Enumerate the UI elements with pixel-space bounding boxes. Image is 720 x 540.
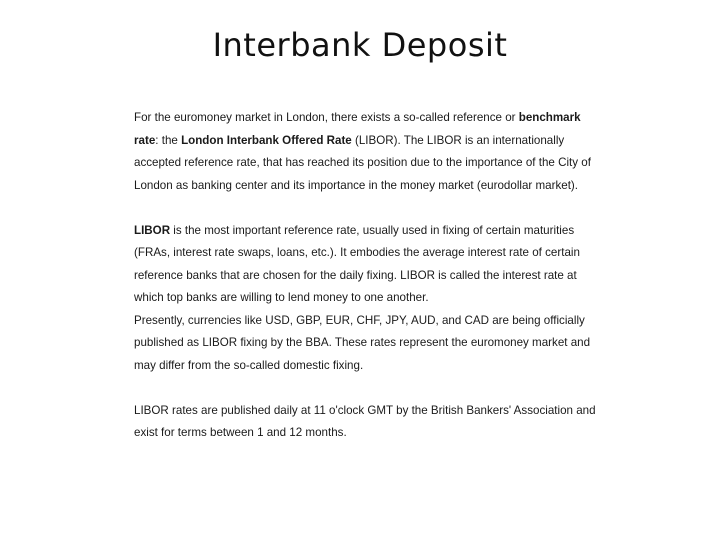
text-segment: LIBOR rates are published daily at 11 o'clock GMT by the British Bankers' Association and exist for terms between 1 and 12 months. [134, 403, 596, 439]
text-segment-bold: London Interbank Offered Rate [181, 133, 352, 147]
text-segment: Presently, currencies like USD, GBP, EUR, CHF, JPY, AUD, and CAD are being officially published as LIBOR fixing by the BBA. These rates represent the euromoney market and may differ from the so-called domestic fixing. [134, 313, 591, 372]
paragraph-libor-publication [134, 400, 604, 445]
paragraph-libor-currencies [134, 310, 604, 378]
body-text [134, 107, 604, 445]
paragraph-spacer [134, 377, 604, 400]
text-segment: For the euromoney market in London, there exists a so-called reference or [134, 111, 519, 124]
paragraph-spacer [134, 197, 604, 220]
text-segment-bold: LIBOR [134, 223, 171, 237]
paragraph-libor-importance [134, 220, 604, 310]
paragraph-libor-definition [134, 107, 604, 197]
text-segment-bold: benchmark rate [134, 111, 581, 147]
text-segment: (LIBOR). The LIBOR is an internationally accepted reference rate, that has reached its position due to the importance of the City of London as banking center and its importance in the money market (eurodollar market). [134, 133, 591, 192]
text-segment: : the [155, 133, 182, 147]
text-segment: is the most important reference rate, usually used in fixing of certain maturities (FRAs, interest rate swaps, loans, etc.). It embodies the average interest rate of certain reference banks that are chosen for the daily fixing. LIBOR is called the interest rate at which top banks are willing to lend money to one another. [134, 223, 580, 304]
slide-title: Interbank Deposit [212, 26, 508, 64]
